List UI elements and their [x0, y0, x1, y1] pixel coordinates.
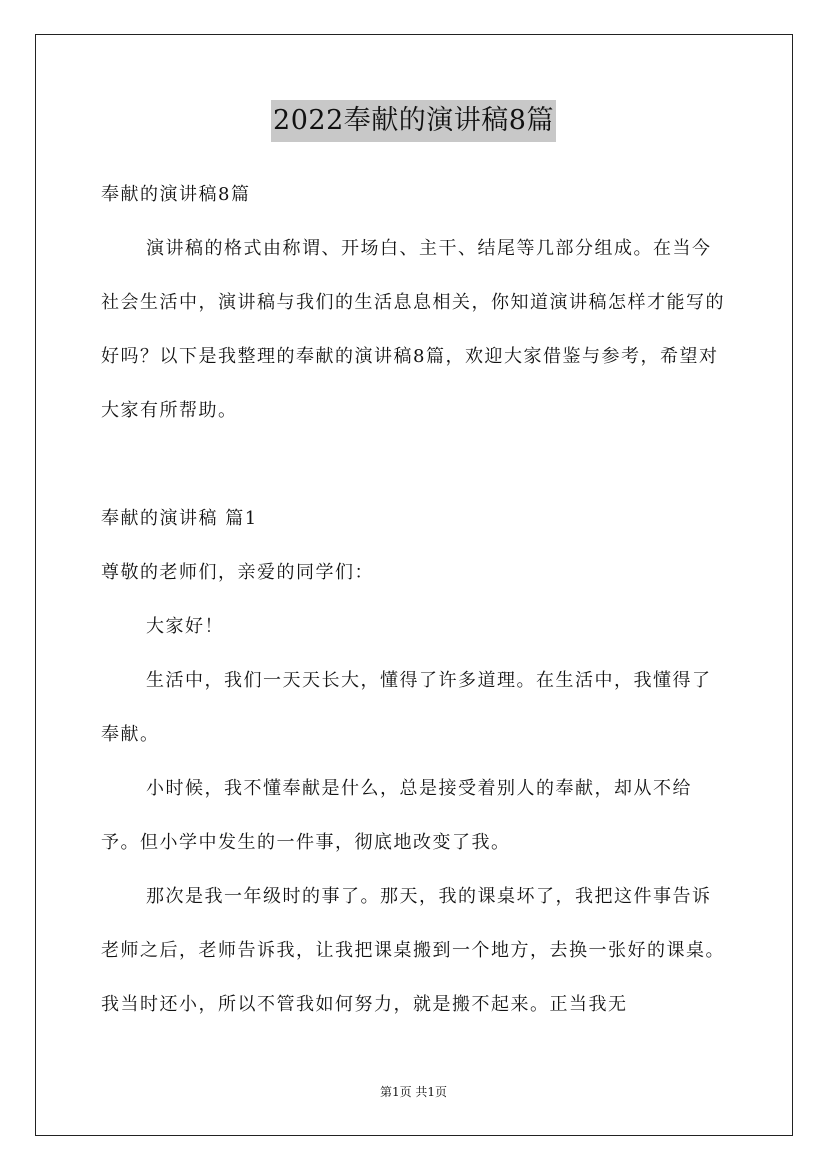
- body-paragraph: 生活中，我们一天天长大，懂得了许多道理。在生活中，我懂得了奉献。: [101, 670, 712, 745]
- section-heading: 奉献的演讲稿 篇1: [101, 508, 258, 529]
- page-footer: [0, 1083, 827, 1101]
- document-subtitle: 奉献的演讲稿8篇: [101, 184, 251, 205]
- document-body: [101, 168, 729, 1032]
- intro-paragraph: 演讲稿的格式由称谓、开场白、主干、结尾等几部分组成。在当今社会生活中，演讲稿与我们的生活息息相关，你知道演讲稿怎样才能写的好吗？以下是我整理的奉献的演讲稿8篇，欢迎大家借鉴与参考，希望对大家有所帮助。: [101, 238, 725, 421]
- page-number: 第1页 共1页: [379, 1085, 448, 1099]
- body-paragraph: 小时候，我不懂奉献是什么，总是接受着别人的奉献，却从不给予。但小学中发生的一件事，彻底地改变了我。: [101, 778, 692, 853]
- body-paragraph: 那次是我一年级时的事了。那天，我的课桌坏了，我把这件事告诉老师之后，老师告诉我，让我把课桌搬到一个地方，去换一张好的课桌。我当时还小，所以不管我如何努力，就是搬不起来。正当我无: [101, 886, 725, 1015]
- document-title: 2022奉献的演讲稿8篇: [271, 100, 556, 142]
- section-gap: [101, 438, 729, 492]
- greeting: 大家好！: [146, 616, 224, 637]
- salutation: 尊敬的老师们，亲爱的同学们：: [101, 562, 374, 583]
- title-container: [0, 100, 827, 142]
